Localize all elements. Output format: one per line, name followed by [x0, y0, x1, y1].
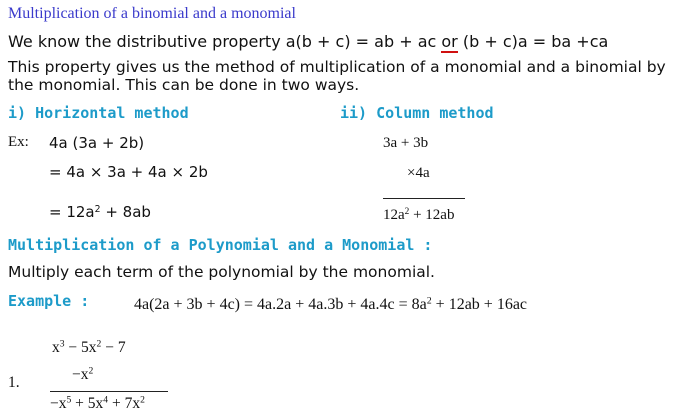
example-expression [134, 296, 527, 314]
problem1-divider-line [50, 391, 168, 392]
problem1-result [50, 395, 145, 413]
problem1-top-term-b: − 5x [64, 339, 97, 356]
section-heading: Multiplication of a binomial and a monomial [8, 5, 296, 22]
problem1-res-exp-c: 2 [140, 394, 145, 406]
property-explanation-line2: the monomial. This can be done in two ways. [8, 76, 360, 94]
problem1-top-exp-b: 2 [96, 338, 102, 350]
horizontal-step-2 [49, 203, 151, 221]
column-result [383, 207, 454, 224]
column-top-expression: 3a + 3b [383, 135, 429, 151]
problem1-res-term-c: + 7x [108, 395, 141, 412]
ex-expression: 4a (3a + 2b) [49, 134, 145, 152]
column-result-exponent: 2 [404, 206, 410, 217]
example-label: Example : [8, 292, 90, 310]
distributive-or: or [441, 32, 458, 51]
problem1-multiplier [72, 366, 93, 384]
column-method-title: ii) Column method [340, 104, 494, 122]
problem1-res-term-b: + 5x [71, 395, 104, 412]
poly-mono-title: Multiplication of a Polynomial and a Monomial : [8, 236, 433, 254]
problem1-top-exp-a: 3 [59, 338, 65, 350]
example-exponent: 2 [426, 295, 432, 307]
problem1-res-exp-a: 5 [66, 394, 72, 406]
property-explanation-line1: This property gives us the method of multiplication of a monomial and a binomial by [8, 58, 666, 76]
problem1-top-term-a: x [52, 339, 60, 356]
column-result-prefix: 12a [383, 207, 405, 223]
step2-exponent: 2 [94, 203, 101, 215]
distributive-lead: We know the distributive property a(b + c) = ab + ac [8, 32, 442, 51]
problem1-mult-exp: 2 [88, 365, 94, 377]
problem1-res-term-a: −x [50, 395, 67, 412]
ex-label: Ex: [8, 134, 29, 150]
problem1-mult-term: −x [72, 366, 89, 383]
problem1-number: 1. [8, 374, 20, 391]
distributive-property-line [8, 32, 608, 51]
step2-suffix: + 8ab [100, 203, 151, 221]
step2-prefix: = 12a [49, 203, 95, 221]
column-multiplier: ×4a [407, 165, 430, 181]
problem1-res-exp-b: 4 [103, 394, 109, 406]
poly-mono-instruction: Multiply each term of the polynomial by the monomial. [8, 263, 435, 281]
horizontal-method-title: i) Horizontal method [8, 104, 189, 122]
problem1-top [52, 339, 126, 357]
example-rhs: + 12ab + 16ac [431, 296, 528, 313]
distributive-rest: (b + c)a = ba +ca [457, 32, 609, 51]
column-divider-line [383, 198, 465, 199]
horizontal-step-1: = 4a × 3a + 4a × 2b [49, 163, 208, 181]
example-lhs: 4a(2a + 3b + 4c) = 4a.2a + 4a.3b + 4a.4c = 8a [134, 296, 427, 313]
problem1-top-term-c: − 7 [101, 339, 126, 356]
column-result-suffix: + 12ab [409, 207, 455, 223]
